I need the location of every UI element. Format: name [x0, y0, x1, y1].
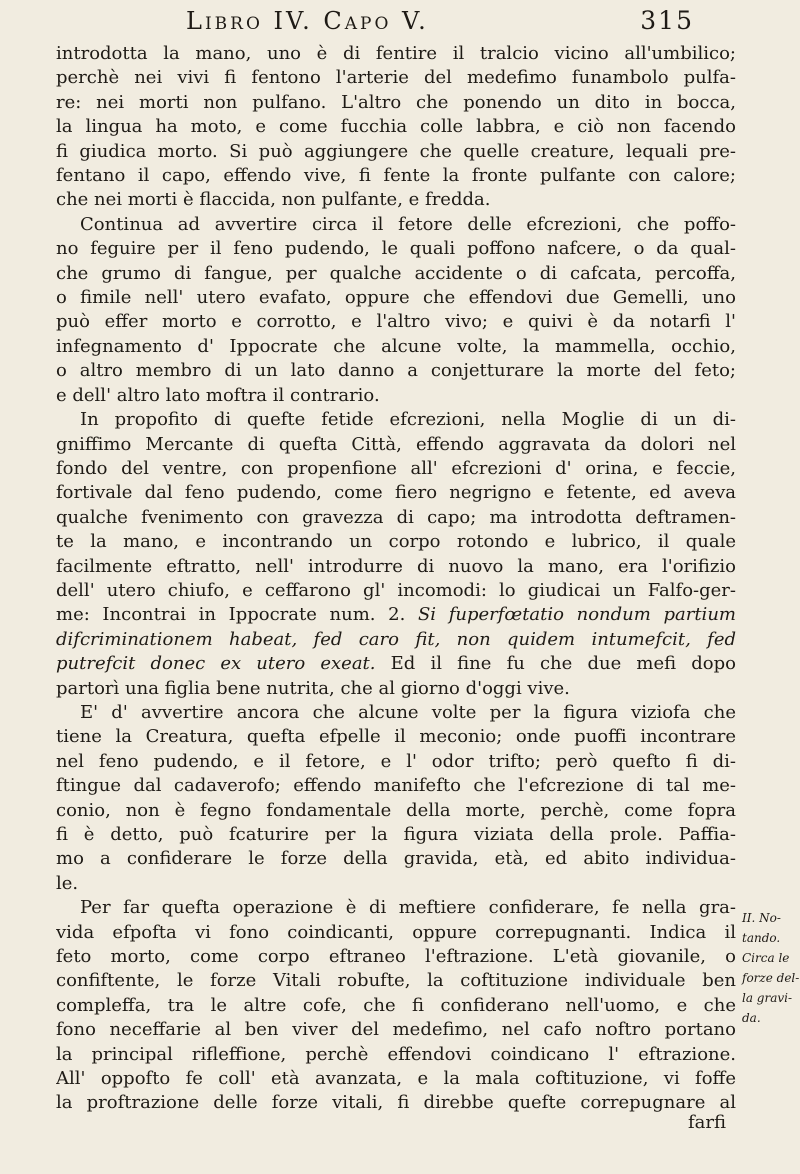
- running-title: Libro IV. Capo V.: [186, 7, 429, 35]
- text-line: e dell' altro lato moftra il contrario.: [56, 384, 380, 406]
- text-line: tiene la Creatura, quefta efpelle il meconio; onde puoffi incontrare: [56, 726, 736, 748]
- text-line: re: nei morti non pulfano. L'altro che ponendo un dito in bocca,: [56, 91, 736, 113]
- text-segment: me: Incontrai in Ippocrate num. 2.: [56, 604, 406, 626]
- body-text: [56, 42, 736, 1116]
- text-line: che nei morti è flaccida, non pulfante, e fredda.: [56, 189, 491, 211]
- text-line: All' oppofto fe coll' età avanzata, e la mala coftituzione, vi foffe: [56, 1068, 736, 1090]
- text-line: qualche fvenimento con gravezza di capo; ma introdotta deftramen-: [56, 506, 736, 528]
- margin-note-line: II. No-: [742, 911, 781, 925]
- text-line: conio, non è fegno fondamentale della morte, perchè, come fopra: [56, 799, 736, 821]
- running-header: [186, 6, 694, 35]
- latin-quote: Si fuperfœtatio nondum partium: [417, 604, 736, 626]
- text-line: le.: [56, 872, 79, 894]
- text-line: partorì una figlia bene nutrita, che al giorno d'oggi vive.: [56, 677, 570, 699]
- text-line: può effer morto e corrotto, e l'altro vivo; e quivi è da notarfi l': [56, 311, 736, 333]
- text-line: introdotta la mano, uno è di fentire il tralcio vicino all'umbilico;: [56, 43, 736, 64]
- text-line: fentano il capo, effendo vive, fi fente la fronte pulfante con calore;: [56, 165, 736, 187]
- text-line: fono neceffarie al ben viver del medefimo, nel cafo noftro portano: [56, 1019, 736, 1041]
- text-line: la lingua ha moto, e come fucchia colle labbra, e ciò non facendo: [56, 116, 736, 138]
- text-segment: Ed il fine fu che due mefi dopo: [390, 653, 736, 675]
- margin-note: [742, 908, 800, 1028]
- text-line: infegnamento d' Ippocrate che alcune volte, la mammella, occhio,: [56, 335, 736, 357]
- text-line: te la mano, e incontrando un corpo rotondo e lubrico, il quale: [56, 531, 736, 553]
- text-line: ftingue dal cadaverofo; effendo manifefto che l'efcrezione di tal me-: [56, 775, 736, 797]
- text-line: Continua ad avvertire circa il fetore delle efcrezioni, che poffo-: [80, 213, 736, 235]
- text-line: fi giudica morto. Si può aggiungere che quelle creature, lequali pre-: [56, 140, 736, 162]
- text-line: difcriminationem habeat, fed caro fit, non quidem intumefcit, fed: [56, 628, 736, 650]
- text-line: [56, 603, 736, 627]
- margin-note-line: Circa le: [742, 951, 790, 965]
- text-line: o altro membro di un lato danno a conjetturare la morte del feto;: [56, 360, 736, 382]
- text-line: confiftente, le forze Vitali robufte, la coftituzione individuale ben: [56, 970, 736, 992]
- text-line: facilmente eftratto, nell' introdurre di nuovo la mano, era l'orifizio: [56, 555, 736, 577]
- margin-note-line: forze del-: [742, 971, 800, 985]
- text-line: o fimile nell' utero evafato, oppure che effendovi due Gemelli, uno: [56, 287, 736, 309]
- margin-note-line: da.: [742, 1011, 761, 1025]
- text-line: In propofito di quefte fetide efcrezioni, nella Moglie di un di-: [80, 409, 736, 431]
- text-line: la proftrazione delle forze vitali, fi direbbe quefte correpugnare al: [56, 1092, 736, 1114]
- text-line: che grumo di fangue, per qualche accidente o di cafcata, percoffa,: [56, 262, 736, 284]
- text-line: mo a confiderare le forze della gravida, età, ed abito individua-: [56, 848, 736, 870]
- text-line: dell' utero chiufo, e ceffarono gl' incomodi: lo giudicai un Falfo-ger-: [56, 579, 736, 601]
- latin-quote: putrefcit donec ex utero exeat.: [56, 653, 376, 675]
- text-line: fortivale dal feno pudendo, come fiero negrigno e fetente, ed aveva: [56, 482, 736, 504]
- text-line: fi è detto, può fcaturire per la figura viziata della prole. Paffia-: [56, 824, 736, 845]
- text-line: Per far quefta operazione è di meftiere confiderare, fe nella gra-: [80, 897, 736, 919]
- text-line: [56, 652, 736, 676]
- text-line: E' d' avvertire ancora che alcune volte per la figura viziofa che: [80, 701, 736, 723]
- text-line: la principal rifleffione, perchè effendovi coindicano l' eftrazione.: [56, 1043, 736, 1065]
- text-line: nel feno pudendo, e il fetore, e l' odor trifto; però quefto fi di-: [56, 750, 736, 772]
- catchword: farfi: [688, 1112, 727, 1133]
- margin-note-line: la gravi-: [742, 991, 793, 1005]
- text-line: feto morto, come corpo eftraneo l'eftrazione. L'età giovanile, o: [56, 946, 736, 968]
- text-line: vida efpofta vi fono coindicanti, oppure correpugnanti. Indica il: [56, 921, 736, 943]
- text-line: gniffimo Mercante di quefta Città, effendo aggravata da dolori nel: [56, 433, 736, 455]
- text-line: perchè nei vivi fi fentono l'arterie del medefimo funambolo pulfa-: [56, 67, 736, 89]
- page-number: 315: [640, 6, 694, 35]
- text-line: fondo del ventre, con propenfione all' efcrezioni d' orina, e feccie,: [56, 457, 736, 479]
- text-line: no feguire per il feno pudendo, le quali poffono nafcere, o da qual-: [56, 238, 736, 260]
- margin-note-line: tando.: [742, 931, 781, 945]
- text-line: compleffa, tra le altre cofe, che fi confiderano nell'uomo, e che: [56, 994, 736, 1016]
